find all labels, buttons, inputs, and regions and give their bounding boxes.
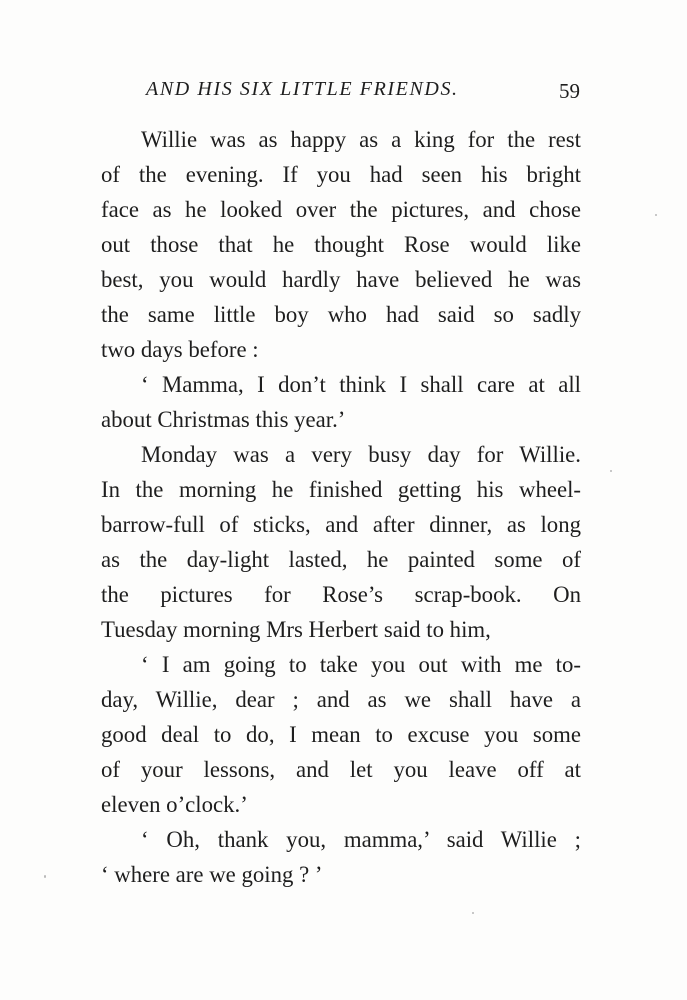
text-line: of your lessons, and let you leave off at <box>101 757 581 782</box>
text-line: eleven o’clock.’ <box>101 792 248 817</box>
paper-speck <box>472 912 474 914</box>
text-line: ‘ Oh, thank you, mamma,’ said Willie ; <box>141 827 581 852</box>
paper-speck <box>610 470 612 472</box>
text-line: the same little boy who had said so sadly <box>101 302 581 327</box>
text-line: about Christmas this year.’ <box>101 407 346 432</box>
text-line: ‘ I am going to take you out with me to- <box>141 652 581 677</box>
text-line: Tuesday morning Mrs Herbert said to him, <box>101 617 491 642</box>
text-line: Monday was a very busy day for Willie. <box>141 442 581 467</box>
paper-speck <box>44 875 46 878</box>
text-line: In the morning he finished getting his wheel- <box>101 477 581 502</box>
running-title: AND HIS SIX LITTLE FRIENDS. <box>146 78 459 100</box>
running-head <box>100 74 580 104</box>
text-line: barrow-full of sticks, and after dinner, as long <box>101 512 581 537</box>
paper-speck <box>655 214 657 216</box>
text-line: as the day-light lasted, he painted some of <box>101 547 581 572</box>
text-line: day, Willie, dear ; and as we shall have a <box>101 687 581 712</box>
text-line: two days before : <box>101 337 259 362</box>
text-line: out those that he thought Rose would like <box>101 232 581 257</box>
text-line: good deal to do, I mean to excuse you some <box>101 722 581 747</box>
page-number: 59 <box>559 79 580 103</box>
text-line: Willie was as happy as a king for the rest <box>141 127 581 152</box>
text-line: the pictures for Rose’s scrap-book. On <box>101 582 581 607</box>
text-line: face as he looked over the pictures, and chose <box>101 197 581 222</box>
text-line: best, you would hardly have believed he was <box>101 267 581 292</box>
text-line: ‘ Mamma, I don’t think I shall care at all <box>141 372 581 397</box>
text-line: of the evening. If you had seen his bright <box>101 162 581 187</box>
body-text <box>101 122 581 892</box>
text-line: ‘ where are we going ? ’ <box>101 862 323 887</box>
